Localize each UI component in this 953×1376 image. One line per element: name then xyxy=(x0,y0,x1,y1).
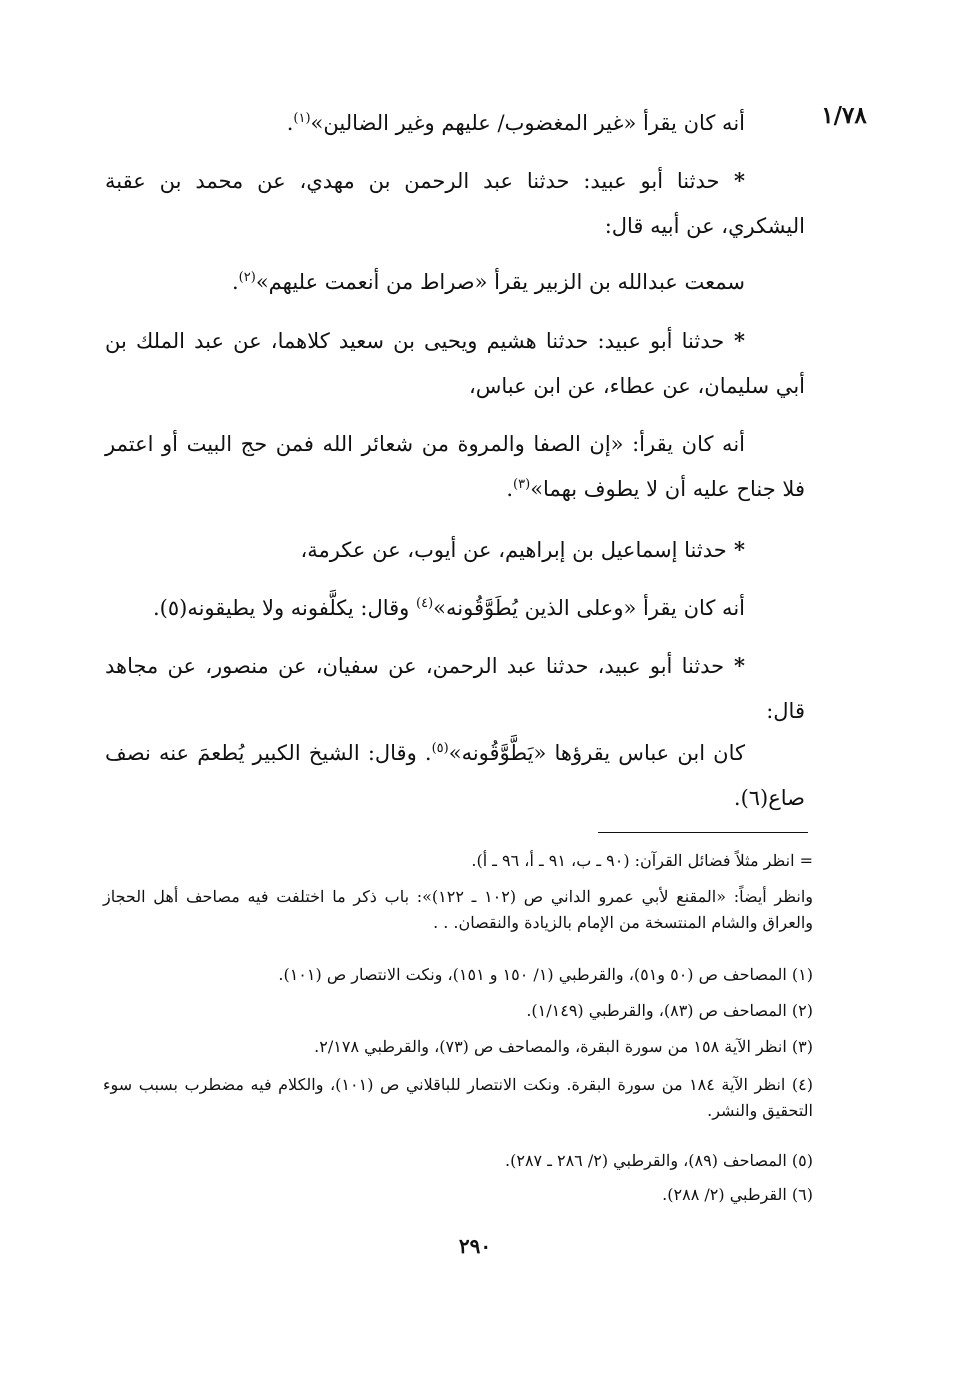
paragraph-star-marker: * xyxy=(724,653,745,678)
paragraph-text: أنه كان يقرأ «غير المغضوب/ عليهم وغير الضالين» xyxy=(310,111,745,135)
paragraph-text: كان ابن عباس يقرؤها «يَطَّوَّقُونه» xyxy=(448,741,745,765)
footnote-see-also: وانظر أيضاً: «المقنع لأبي عمرو الداني ص (١٠٢ ـ ١٢٢)»: باب ذكر ما اختلفت فيه مصاحف أهل الحجاز والعراق والشام المنتسخة من الإمام بالزيادة والنقصان. . . xyxy=(103,887,814,932)
footnote-4: (٤) انظر الآية ١٨٤ من سورة البقرة. ونكت الانتصار للباقلاني ص (١٠١)، والكلام فيه مضطرب بسبب سوء التحقيق والنشر. xyxy=(103,1075,813,1120)
footnote-marker: (٤) xyxy=(416,596,434,611)
paragraph-ending: وقال: يكلَّفونه ولا يطيقونه(٥). xyxy=(152,596,417,620)
paragraph-text: حدثنا أبو عبيد، حدثنا عبد الرحمن، عن سفيان، عن منصور، عن مجاهد قال: xyxy=(105,654,805,723)
paragraph-text: سمعت عبدالله بن الزبير يقرأ «صراط من أنعمت عليهم» xyxy=(255,270,745,294)
paragraph-text: أنه كان يقرأ: «إن الصفا والمروة من شعائر الله فمن حج البيت أو اعتمر فلا جناح عليه أن لا يطوف بهما» xyxy=(105,432,805,501)
margin-folio-reference: ١/٧٨ xyxy=(821,102,867,129)
page-number: ٢٩٠ xyxy=(458,1234,492,1258)
paragraph-text: حدثنا إسماعيل بن إبراهيم، عن أيوب، عن عكرمة، xyxy=(300,538,727,562)
paragraph-star-marker: * xyxy=(719,168,745,193)
body-paragraph xyxy=(105,100,805,146)
footnote-marker: (٥) xyxy=(431,741,449,756)
footnote-marker: (٢) xyxy=(238,270,256,285)
footnote-6: (٦) القرطبي (٢/ ٢٨٨). xyxy=(662,1185,813,1204)
body-paragraph xyxy=(105,527,805,573)
paragraph-ending: . وقال: الشيخ الكبير يُطعمَ عنه نصف صاع(٦). xyxy=(105,741,805,810)
paragraph-ending: . xyxy=(286,111,294,135)
paragraph-text: حدثنا أبو عبيد: حدثنا هشيم ويحيى بن سعيد كلاهما، عن عبد الملك بن أبي سليمان، عن عطاء، عن ابن عباس، xyxy=(105,329,805,398)
body-paragraph xyxy=(105,730,805,821)
body-paragraph xyxy=(105,158,805,249)
body-paragraph xyxy=(105,643,805,734)
footnote-2: (٢) المصاحف ص (٨٣)، والقرطبي (١/١٤٩). xyxy=(526,1001,813,1020)
footnote-1: (١) المصاحف ص (٥٠ و٥١)، والقرطبي (١/ ١٥٠ و ١٥١)، ونكت الانتصار ص (١٠١). xyxy=(278,965,813,984)
paragraph-star-marker: * xyxy=(726,537,745,562)
paragraph-text: أنه كان يقرأ «وعلى الذين يُطَوَّقُونه» xyxy=(433,596,745,620)
footnote-separator-rule xyxy=(598,832,808,833)
footnote-continuation: = انظر مثلاً فضائل القرآن: (٩٠ ـ ب، ٩١ ـ أ، ٩٦ ـ أ). xyxy=(471,851,813,870)
body-paragraph xyxy=(105,318,805,409)
body-paragraph xyxy=(105,585,805,631)
paragraph-ending: . xyxy=(231,270,239,294)
body-paragraph xyxy=(105,421,805,512)
footnote-3: (٣) انظر الآية ١٥٨ من سورة البقرة، والمصاحف ص (٧٣)، والقرطبي ٢/١٧٨. xyxy=(314,1037,813,1056)
paragraph-ending: . xyxy=(506,477,514,501)
paragraph-star-marker: * xyxy=(724,328,746,353)
footnote-marker: (١) xyxy=(293,111,311,126)
paragraph-text: حدثنا أبو عبيد: حدثنا عبد الرحمن بن مهدي، عن محمد بن عقبة اليشكري، عن أبيه قال: xyxy=(105,169,805,238)
body-paragraph xyxy=(105,259,805,305)
footnote-5: (٥) المصاحف (٨٩)، والقرطبي (٢/ ٢٨٦ ـ ٢٨٧). xyxy=(505,1151,813,1170)
footnote-marker: (٣) xyxy=(513,477,531,492)
